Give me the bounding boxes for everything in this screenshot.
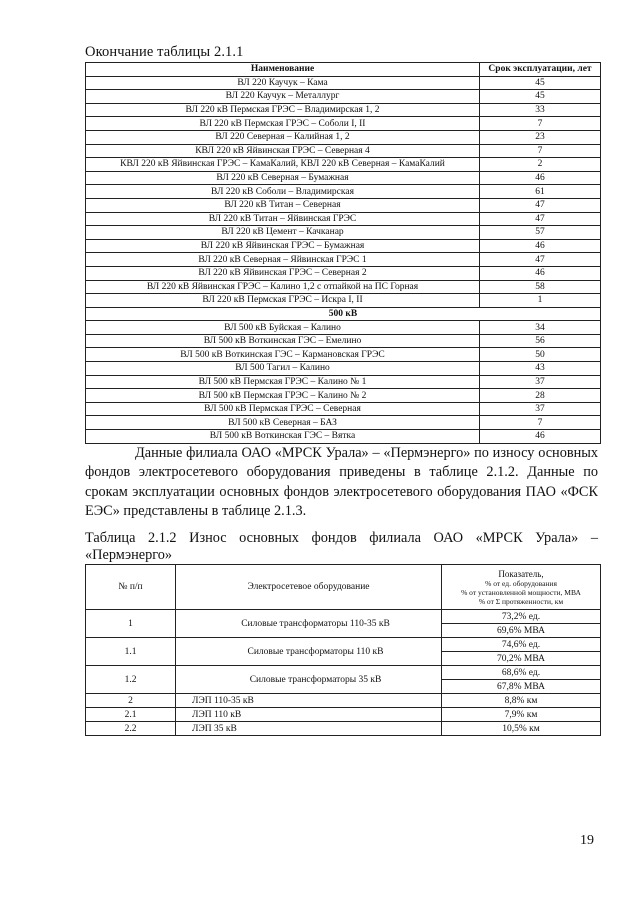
- table-row: [86, 666, 601, 680]
- table-row: [86, 334, 601, 348]
- table-row: [86, 294, 601, 308]
- line-name-cell: ЛЭП 35 кВ: [176, 722, 442, 736]
- equipment-name-cell: Силовые трансформаторы 110 кВ: [176, 638, 442, 666]
- line-name-cell: КВЛ 220 кВ Яйвинская ГРЭС – КамаКалий, КВЛ 220 кВ Северная – КамаКалий: [86, 158, 480, 172]
- table-row: [86, 266, 601, 280]
- wear-capacity-cell: 70,2% МВА: [442, 652, 601, 666]
- line-name-cell: ВЛ 500 кВ Пермская ГРЭС – Калино № 1: [86, 375, 480, 389]
- line-name-cell: ВЛ 220 кВ Северная – Яйвинская ГРЭС 1: [86, 253, 480, 267]
- line-name-cell: ВЛ 500 кВ Воткинская ГЭС – Емелино: [86, 334, 480, 348]
- page-number: 19: [580, 833, 594, 848]
- wear-capacity-cell: 69,6% МВА: [442, 624, 601, 638]
- table-row: [86, 375, 601, 389]
- service-life-cell: 58: [480, 280, 601, 294]
- row-number-cell: 2: [86, 694, 176, 708]
- table-row: [86, 722, 601, 736]
- wear-capacity-cell: 67,8% МВА: [442, 680, 601, 694]
- table-row: [86, 389, 601, 403]
- service-life-cell: 46: [480, 430, 601, 444]
- table-row: [86, 76, 601, 90]
- table-row: [86, 171, 601, 185]
- service-life-cell: 61: [480, 185, 601, 199]
- table-row: [86, 198, 601, 212]
- column-header-service-life: Срок эксплуатации, лет: [480, 63, 601, 77]
- table-row: [86, 638, 601, 652]
- table-row: [86, 185, 601, 199]
- wear-length-cell: 8,8% км: [442, 694, 601, 708]
- service-life-cell: 2: [480, 158, 601, 172]
- service-life-cell: 34: [480, 321, 601, 335]
- table-row: [86, 362, 601, 376]
- service-life-cell: 28: [480, 389, 601, 403]
- line-name-cell: ВЛ 220 Каучук – Кама: [86, 76, 480, 90]
- table-header-row: [86, 63, 601, 77]
- wear-units-cell: 74,6% ед.: [442, 638, 601, 652]
- indicator-unit-line-2: % от установленной мощности, МВА: [461, 587, 581, 597]
- service-life-cell: 45: [480, 76, 601, 90]
- wear-units-cell: 73,2% ед.: [442, 610, 601, 624]
- service-life-table: [85, 62, 601, 444]
- column-header-number: № п/п: [86, 565, 176, 610]
- service-life-cell: 46: [480, 239, 601, 253]
- line-name-cell: ВЛ 500 кВ Буйская – Калино: [86, 321, 480, 335]
- equipment-name-cell: Силовые трансформаторы 35 кВ: [176, 666, 442, 694]
- equipment-wear-table: [85, 564, 601, 736]
- table-2-1-1-continuation-caption: Окончание таблицы 2.1.1: [85, 44, 244, 60]
- row-number-cell: 1: [86, 610, 176, 638]
- line-name-cell: ВЛ 220 кВ Яйвинская ГРЭС – Северная 2: [86, 266, 480, 280]
- table-header-row: [86, 565, 601, 610]
- service-life-cell: 45: [480, 90, 601, 104]
- line-name-cell: ВЛ 220 кВ Пермская ГРЭС – Соболи I, II: [86, 117, 480, 131]
- service-life-cell: 50: [480, 348, 601, 362]
- table-row: [86, 226, 601, 240]
- table-row: [86, 280, 601, 294]
- line-name-cell: ВЛ 220 кВ Яйвинская ГРЭС – Бумажная: [86, 239, 480, 253]
- indicator-unit-line-3: % от Σ протяженности, км: [478, 596, 564, 606]
- line-name-cell: ВЛ 220 кВ Пермская ГРЭС – Владимирская 1, 2: [86, 103, 480, 117]
- column-header-equipment: Электросетевое оборудование: [176, 565, 442, 610]
- table-row: [86, 103, 601, 117]
- indicator-title: Показатель,: [498, 568, 544, 579]
- section-label: 500 кВ: [86, 307, 601, 321]
- table-row: [86, 321, 601, 335]
- line-name-cell: ВЛ 500 кВ Пермская ГРЭС – Северная: [86, 402, 480, 416]
- line-name-cell: ВЛ 220 кВ Северная – Бумажная: [86, 171, 480, 185]
- indicator-unit-line-1: % от ед. оборудования: [485, 578, 557, 588]
- service-life-cell: 7: [480, 416, 601, 430]
- table-row: [86, 610, 601, 624]
- table-row: [86, 416, 601, 430]
- service-life-cell: 37: [480, 402, 601, 416]
- table-row: [86, 130, 601, 144]
- service-life-cell: 46: [480, 266, 601, 280]
- table-row: [86, 117, 601, 131]
- column-header-indicator: [442, 565, 601, 610]
- line-name-cell: ЛЭП 110 кВ: [176, 708, 442, 722]
- table-row: [86, 348, 601, 362]
- line-name-cell: ВЛ 500 кВ Пермская ГРЭС – Калино № 2: [86, 389, 480, 403]
- line-name-cell: ЛЭП 110-35 кВ: [176, 694, 442, 708]
- row-number-cell: 1.2: [86, 666, 176, 694]
- equipment-name-cell: Силовые трансформаторы 110-35 кВ: [176, 610, 442, 638]
- service-life-cell: 37: [480, 375, 601, 389]
- table-row: [86, 430, 601, 444]
- service-life-cell: 1: [480, 294, 601, 308]
- line-name-cell: ВЛ 220 кВ Титан – Северная: [86, 198, 480, 212]
- line-name-cell: ВЛ 220 кВ Пермская ГРЭС – Искра I, II: [86, 294, 480, 308]
- line-name-cell: ВЛ 500 Тагил – Калино: [86, 362, 480, 376]
- table-2-1-2-caption: Таблица 2.1.2 Износ основных фондов филиала ОАО «МРСК Урала» – «Пермэнерго»: [85, 530, 598, 563]
- row-number-cell: 2.2: [86, 722, 176, 736]
- table-row: [86, 212, 601, 226]
- service-life-cell: 46: [480, 171, 601, 185]
- table-row: [86, 90, 601, 104]
- table-row: [86, 708, 601, 722]
- body-paragraph: Данные филиала ОАО «МРСК Урала» – «Пермэнерго» по износу основных фондов электросетевого оборудования приведены в таблице 2.1.2. Данные по срокам эксплуатации основных фондов электросетевого оборудования ПАО «ФСК ЕЭС» представлены в таблице 2.1.3.: [85, 445, 598, 520]
- service-life-cell: 7: [480, 117, 601, 131]
- line-name-cell: ВЛ 220 Каучук – Металлург: [86, 90, 480, 104]
- service-life-cell: 7: [480, 144, 601, 158]
- column-header-name: Наименование: [86, 63, 480, 77]
- line-name-cell: ВЛ 220 кВ Соболи – Владимирская: [86, 185, 480, 199]
- line-name-cell: ВЛ 500 кВ Воткинская ГЭС – Вятка: [86, 430, 480, 444]
- table-row: [86, 253, 601, 267]
- service-life-cell: 57: [480, 226, 601, 240]
- line-name-cell: ВЛ 220 Северная – Калийная 1, 2: [86, 130, 480, 144]
- service-life-cell: 23: [480, 130, 601, 144]
- row-number-cell: 2.1: [86, 708, 176, 722]
- service-life-cell: 47: [480, 253, 601, 267]
- section-row-500kv: [86, 307, 601, 321]
- wear-units-cell: 68,6% ед.: [442, 666, 601, 680]
- table-row: [86, 239, 601, 253]
- table-row: [86, 158, 601, 172]
- service-life-cell: 43: [480, 362, 601, 376]
- line-name-cell: ВЛ 500 кВ Воткинская ГЭС – Кармановская ГРЭС: [86, 348, 480, 362]
- line-name-cell: КВЛ 220 кВ Яйвинская ГРЭС – Северная 4: [86, 144, 480, 158]
- wear-length-cell: 10,5% км: [442, 722, 601, 736]
- line-name-cell: ВЛ 500 кВ Северная – БАЗ: [86, 416, 480, 430]
- line-name-cell: ВЛ 220 кВ Цемент – Качканар: [86, 226, 480, 240]
- service-life-cell: 47: [480, 212, 601, 226]
- service-life-cell: 33: [480, 103, 601, 117]
- line-name-cell: ВЛ 220 кВ Яйвинская ГРЭС – Калино 1,2 с отпайкой на ПС Горная: [86, 280, 480, 294]
- table-row: [86, 694, 601, 708]
- table-row: [86, 402, 601, 416]
- row-number-cell: 1.1: [86, 638, 176, 666]
- wear-length-cell: 7,9% км: [442, 708, 601, 722]
- table-row: [86, 144, 601, 158]
- service-life-cell: 47: [480, 198, 601, 212]
- service-life-cell: 56: [480, 334, 601, 348]
- line-name-cell: ВЛ 220 кВ Титан – Яйвинская ГРЭС: [86, 212, 480, 226]
